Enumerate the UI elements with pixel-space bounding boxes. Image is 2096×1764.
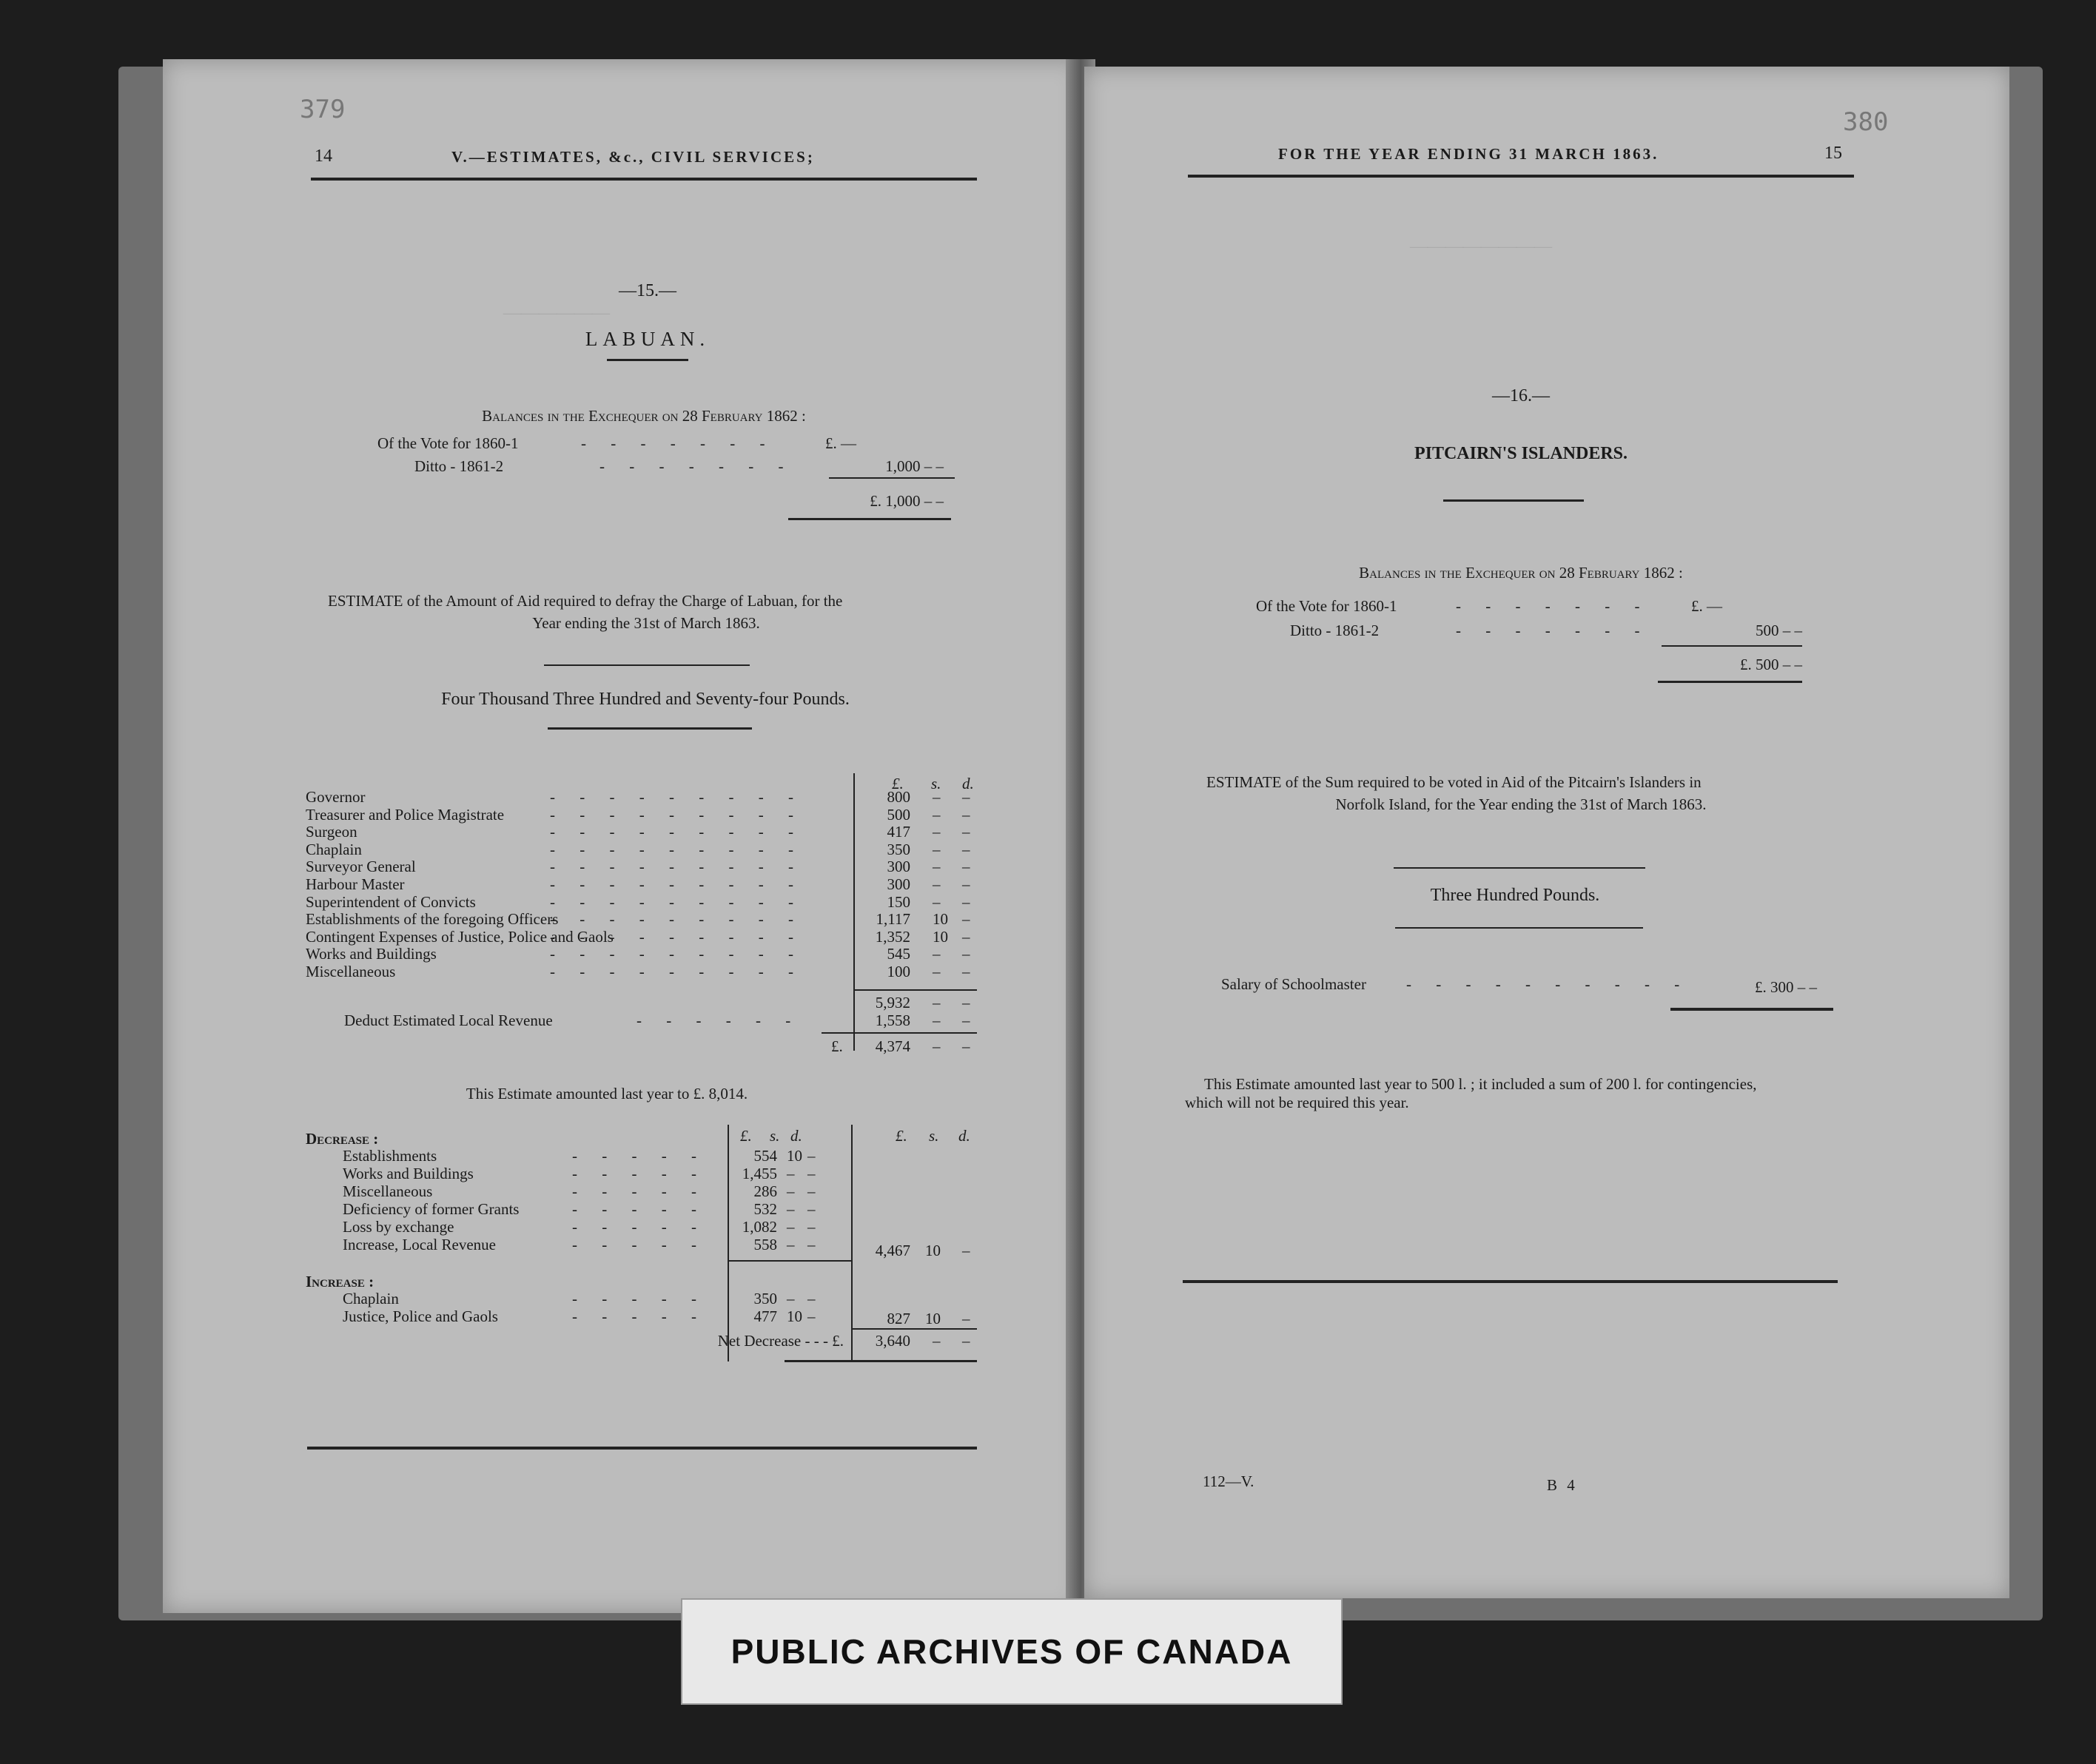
row-pence: –	[962, 875, 970, 893]
left-balance-dashes-1: - - - - - - -	[581, 434, 776, 452]
row-leader: - - - - - - - - -	[550, 858, 804, 876]
row-pounds: 350	[887, 840, 910, 858]
left-balance-value-1: £. —	[825, 434, 856, 452]
row-leader: - - - - - - - - -	[550, 875, 804, 893]
row-pence: –	[807, 1147, 816, 1165]
increase-total-shillings: 10	[925, 1310, 941, 1327]
row-leader: - - - - -	[572, 1290, 707, 1307]
dec-col2-header-shillings: s.	[929, 1127, 939, 1145]
decrease-heading: Decrease :	[306, 1130, 379, 1148]
row-shillings: –	[933, 858, 941, 876]
decrease-rule	[729, 1260, 851, 1262]
estimate-rule	[544, 664, 750, 666]
row-pounds: 545	[887, 945, 910, 963]
table-row	[343, 1218, 861, 1236]
net-decrease-shillings: –	[933, 1332, 941, 1350]
decrease-total-shillings: 10	[925, 1242, 941, 1259]
row-label: Governor	[306, 788, 366, 806]
row-shillings: 10	[933, 927, 948, 946]
left-balance-label-2: Ditto - 1861-2	[414, 457, 504, 475]
row-pence: –	[962, 858, 970, 876]
increase-total-pounds: 827	[887, 1310, 910, 1327]
signature-mark: B 4	[1547, 1476, 1578, 1494]
net-decrease-rule	[785, 1360, 977, 1362]
right-balances-heading: Balances in the Exchequer on 28 February 1862 :	[1359, 564, 1683, 582]
row-label: Treasurer and Police Magistrate	[306, 805, 505, 824]
row-pence: –	[962, 788, 970, 806]
total-rule	[822, 1032, 977, 1034]
deduct-dashes: - - - - - -	[636, 1011, 802, 1029]
estimate-items-list	[306, 788, 979, 980]
dec-col-header-pence: d.	[790, 1127, 802, 1145]
row-leader: - - - - - - - - -	[550, 910, 804, 929]
row-shillings: –	[933, 805, 941, 824]
row-label: Surveyor General	[306, 858, 416, 876]
row-label: Harbour Master	[306, 875, 405, 893]
table-row	[306, 858, 979, 875]
decrease-items-list	[343, 1147, 861, 1253]
right-balance-dashes-1: - - - - - - -	[1456, 597, 1650, 615]
subtotal-shillings: –	[933, 994, 941, 1011]
row-pence: –	[807, 1218, 816, 1236]
row-pounds: 150	[887, 892, 910, 911]
left-page: 379 14 V.—ESTIMATES, &c., CIVIL SERVICES; —————— —15.— LABUAN. Balances in the Exchequer on 28 February 1862 : Of the Vote for 1860-1 - - - - - - - £. — Ditto - 1861-2 - - - - - - - 1,000 – – £. 1,000 – – ESTIMATE of the Amount of Aid required to defray the Charge of Labuan, for the Year ending the 31st of March 1863. Four Thousand Three Hundred and Seventy-four Pounds. £. s. d. Governor - - - - - - - - - 800 – – Treasurer and Police Magistrate - - - - - - - - - 500 – – Surgeon - - - - - - - - - 417 – – Chaplain - - - - - - - - - 350 – – Surveyor General - - - - - - - - - 300 – – Harbour Master - - - - - - - - - 300 – – Superintendent of Convicts - - - - - - - - - 150 – – Establishments of the foregoing Officers - - - - - - - - - 1,117 10 – Contingent Expenses of Justice, Police and Gaols - - - - - - - - - 1,352 10 – Works and Buildings - - - - - - - - - 545 – – Miscellaneous - - - - - - - - - 100 – – 5,932 – – Deduct Estimated Local Revenue - - - - - - 1,558 – – £. 4,374 – – This Estimate amounted last year to £. 8,014. £. s. d. £. s. d. Decrease : Establishments - - - - - 554 10 – Works and Buildings - - - - - 1,455 – – Miscellaneous - - - - - 286 – – Deficiency of former Grants - - - - - 532 – – Loss by exchange - - - - - 1,082 – – Increase, Local Revenue - - - - - 558 – – 4,467 10 – Increase : Chaplain - - - - - 350 – – Justice, Police and Gaols - - - - - 477 10 – 827 10 – Net Decrease - - - £. 3,640 – –	[163, 59, 1081, 1613]
row-leader: - - - - - - - - -	[550, 892, 804, 911]
table-row	[343, 1307, 861, 1325]
table-row	[306, 875, 979, 893]
archive-stamp: PUBLIC ARCHIVES OF CANADA	[681, 1598, 1343, 1705]
right-page-number: 15	[1824, 144, 1842, 163]
row-shillings: –	[933, 840, 941, 858]
row-pence: –	[807, 1236, 816, 1253]
row-leader: - - - - - - - - -	[550, 805, 804, 824]
table-row	[306, 823, 979, 841]
row-pounds: 554	[753, 1147, 777, 1165]
row-pence: –	[962, 840, 970, 858]
row-label: Chaplain	[306, 840, 362, 858]
row-label: Establishments of the foregoing Officers	[306, 910, 559, 929]
increase-total-pence: –	[962, 1310, 970, 1327]
right-balances-total: £. 500 – –	[1740, 656, 1802, 673]
left-folio-number: 379	[300, 95, 346, 124]
increase-heading: Increase :	[306, 1273, 374, 1290]
row-shillings: –	[933, 823, 941, 841]
balances-total-rule	[788, 518, 951, 520]
dec-col-header-pounds: £.	[740, 1127, 752, 1145]
row-label: Miscellaneous	[306, 962, 396, 980]
row-leader: - - - - -	[572, 1165, 707, 1182]
right-balance-dashes-2: - - - - - - -	[1456, 622, 1650, 639]
row-pounds: 1,082	[742, 1218, 777, 1236]
balances-rule	[829, 477, 955, 479]
row-pounds: 100	[887, 962, 910, 980]
row-label: Loss by exchange	[343, 1218, 454, 1236]
left-balance-label-1: Of the Vote for 1860-1	[377, 434, 519, 452]
deduct-pounds: 1,558	[875, 1011, 910, 1029]
right-estimate-text-1: ESTIMATE of the Sum required to be voted in Aid of the Pitcairn's Islanders in	[1206, 773, 1702, 791]
row-leader: - - - - -	[572, 1147, 707, 1165]
row-label: Increase, Local Revenue	[343, 1236, 496, 1253]
right-section-title: PITCAIRN'S ISLANDERS.	[1414, 444, 1628, 463]
right-estimate-text-2: Norfolk Island, for the Year ending the 31st of March 1863.	[1335, 795, 1707, 813]
right-title-rule	[1443, 499, 1584, 502]
row-pence: –	[807, 1165, 816, 1182]
row-shillings: –	[787, 1182, 795, 1200]
row-label: Chaplain	[343, 1290, 399, 1307]
salary-rule	[1670, 1008, 1833, 1011]
row-shillings: –	[787, 1218, 795, 1236]
row-pounds: 286	[753, 1182, 777, 1200]
salary-dashes: - - - - - - - - - -	[1406, 975, 1690, 993]
row-shillings: 10	[933, 910, 948, 929]
left-foot-rule	[307, 1447, 977, 1450]
left-section-number: —15.—	[619, 281, 676, 300]
right-balance-value-1: £. —	[1691, 597, 1722, 615]
left-head-rule	[311, 178, 977, 181]
total-shillings: –	[933, 1037, 941, 1055]
row-pence: –	[807, 1290, 816, 1307]
table-row	[306, 841, 979, 858]
decrease-total-pence: –	[962, 1242, 970, 1259]
title-rule	[607, 359, 688, 361]
right-estimate-rule	[1394, 867, 1645, 869]
decrease-total-pounds: 4,467	[875, 1242, 910, 1259]
row-pence: –	[962, 805, 970, 824]
salary-value: £. 300 – –	[1755, 978, 1817, 996]
right-foot-rule	[1183, 1280, 1838, 1283]
table-row	[343, 1165, 861, 1182]
row-pounds: 532	[753, 1200, 777, 1218]
right-note-line-1: This Estimate amounted last year to 500 l. ; it included a sum of 200 l. for contingencies,	[1204, 1075, 1757, 1093]
subtotal-pence: –	[962, 994, 970, 1011]
col-header-shillings: s.	[931, 775, 941, 792]
table-row	[306, 788, 979, 806]
row-label: Miscellaneous	[343, 1182, 433, 1200]
row-pounds: 1,117	[876, 910, 910, 929]
table-row	[306, 945, 979, 963]
row-label: Works and Buildings	[343, 1165, 474, 1182]
net-decrease-label: Net Decrease - - - £.	[717, 1332, 844, 1350]
table-row	[343, 1182, 861, 1200]
total-symbol: £.	[831, 1037, 843, 1055]
row-pence: –	[807, 1307, 816, 1325]
left-amount-words: Four Thousand Three Hundred and Seventy-four Pounds.	[441, 690, 850, 709]
right-page: 380 FOR THE YEAR ENDING 31 MARCH 1863. 15 ———————— —16.— PITCAIRN'S ISLANDERS. Balances in the Exchequer on 28 February 1862 : Of the Vote for 1860-1 - - - - - - - £. — Ditto - 1861-2 - - - - - - - 500 – – £. 500 – – ESTIMATE of the Sum required to be voted in Aid of the Pitcairn's Islanders in Norfolk Island, for the Year ending the 31st of March 1863. Three Hundred Pounds. Salary of Schoolmaster - - - - - - - - - - £. 300 – – This Estimate amounted last year to 500 l. ; it included a sum of 200 l. for contingencies, which will not be required this year. 112—V. B 4	[1084, 67, 2009, 1598]
row-pounds: 300	[887, 858, 910, 876]
row-pounds: 417	[887, 823, 910, 841]
right-folio-number: 380	[1843, 107, 1889, 137]
row-pence: –	[807, 1200, 816, 1218]
row-label: Surgeon	[306, 823, 357, 841]
deduct-pence: –	[962, 1011, 970, 1029]
row-shillings: 10	[787, 1147, 802, 1165]
row-pence: –	[962, 927, 970, 946]
table-row	[306, 910, 979, 928]
table-row	[343, 1290, 861, 1307]
last-year-note: This Estimate amounted last year to £. 8,014.	[466, 1085, 748, 1102]
row-label: Establishments	[343, 1147, 437, 1165]
row-pounds: 477	[753, 1307, 777, 1325]
right-balances-total-rule	[1658, 681, 1802, 683]
row-pence: –	[962, 892, 970, 911]
dec-col2-header-pounds: £.	[896, 1127, 907, 1145]
row-pence: –	[962, 962, 970, 980]
right-balance-value-2: 500 – –	[1756, 622, 1802, 639]
net-rule	[853, 1328, 977, 1330]
row-shillings: –	[787, 1236, 795, 1253]
table-row	[306, 893, 979, 911]
row-label: Works and Buildings	[306, 945, 437, 963]
right-balance-label-1: Of the Vote for 1860-1	[1256, 597, 1397, 615]
row-shillings: 10	[787, 1307, 802, 1325]
row-shillings: –	[933, 945, 941, 963]
table-row	[343, 1200, 861, 1218]
left-balance-value-2: 1,000 – –	[885, 457, 944, 475]
row-pounds: 1,352	[875, 927, 910, 946]
row-pence: –	[807, 1182, 816, 1200]
left-estimate-text-1: ESTIMATE of the Amount of Aid required to defray the Charge of Labuan, for the	[328, 592, 843, 610]
subtotal-rule	[855, 989, 977, 991]
table-row	[306, 806, 979, 824]
row-leader: - - - - - - - - -	[550, 962, 804, 980]
col-header-pence: d.	[962, 775, 974, 792]
right-note-line-2: which will not be required this year.	[1185, 1094, 1409, 1111]
left-balances-heading: Balances in the Exchequer on 28 February 1862 :	[482, 407, 806, 425]
row-pounds: 1,455	[742, 1165, 777, 1182]
right-balance-label-2: Ditto - 1861-2	[1290, 622, 1380, 639]
table-row	[343, 1236, 861, 1253]
row-pence: –	[962, 823, 970, 841]
row-shillings: –	[787, 1290, 795, 1307]
right-balances-rule	[1662, 645, 1802, 647]
row-shillings: –	[933, 875, 941, 893]
row-label: Deficiency of former Grants	[343, 1200, 520, 1218]
row-leader: - - - - - - - - -	[550, 927, 804, 946]
net-decrease-pence: –	[962, 1332, 970, 1350]
dec-col2-header-pence: d.	[958, 1127, 970, 1145]
total-pounds: 4,374	[875, 1037, 910, 1055]
right-amount-words: Three Hundred Pounds.	[1430, 886, 1600, 905]
right-running-head: FOR THE YEAR ENDING 31 MARCH 1863.	[1278, 145, 1659, 163]
row-leader: - - - - -	[572, 1182, 707, 1200]
dec-col-header-shillings: s.	[770, 1127, 780, 1145]
row-pounds: 300	[887, 875, 910, 893]
salary-label: Salary of Schoolmaster	[1221, 975, 1366, 993]
subtotal-pounds: 5,932	[875, 994, 910, 1011]
right-head-rule	[1188, 175, 1854, 178]
row-label: Contingent Expenses of Justice, Police and Gaols	[306, 927, 614, 946]
row-pence: –	[962, 945, 970, 963]
row-shillings: –	[787, 1165, 795, 1182]
row-leader: - - - - - - - - -	[550, 823, 804, 841]
row-shillings: –	[933, 892, 941, 911]
row-leader: - - - - -	[572, 1236, 707, 1253]
increase-items-list	[343, 1290, 861, 1325]
left-running-head: V.—ESTIMATES, &c., CIVIL SERVICES;	[451, 148, 815, 166]
row-shillings: –	[933, 962, 941, 980]
col-header-pounds: £.	[892, 775, 904, 792]
printer-mark: 112—V.	[1203, 1472, 1254, 1490]
row-leader: - - - - -	[572, 1218, 707, 1236]
row-shillings: –	[787, 1200, 795, 1218]
row-pounds: 350	[753, 1290, 777, 1307]
row-label: Superintendent of Convicts	[306, 892, 476, 911]
table-row	[306, 963, 979, 980]
left-section-title: LABUAN.	[585, 328, 711, 350]
row-leader: - - - - -	[572, 1200, 707, 1218]
deduct-label: Deduct Estimated Local Revenue	[344, 1011, 553, 1029]
row-label: Justice, Police and Gaols	[343, 1307, 498, 1325]
row-pounds: 500	[887, 805, 910, 824]
row-pence: –	[962, 910, 970, 929]
row-leader: - - - - - - - - -	[550, 788, 804, 806]
row-pounds: 800	[887, 788, 910, 806]
left-balance-dashes-2: - - - - - - -	[599, 457, 794, 475]
left-estimate-text-2: Year ending the 31st of March 1863.	[532, 614, 760, 632]
amount-rule	[548, 727, 752, 730]
left-page-number: 14	[315, 147, 332, 166]
table-row	[306, 928, 979, 946]
right-section-number: —16.—	[1492, 386, 1550, 405]
row-pounds: 558	[753, 1236, 777, 1253]
total-pence: –	[962, 1037, 970, 1055]
row-leader: - - - - -	[572, 1307, 707, 1325]
right-amount-rule	[1395, 927, 1643, 929]
row-shillings: –	[933, 788, 941, 806]
row-leader: - - - - - - - - -	[550, 945, 804, 963]
deduct-shillings: –	[933, 1011, 941, 1029]
left-balances-total: £. 1,000 – –	[870, 492, 944, 510]
row-leader: - - - - - - - - -	[550, 840, 804, 858]
net-decrease-pounds: 3,640	[875, 1332, 910, 1350]
table-row	[343, 1147, 861, 1165]
